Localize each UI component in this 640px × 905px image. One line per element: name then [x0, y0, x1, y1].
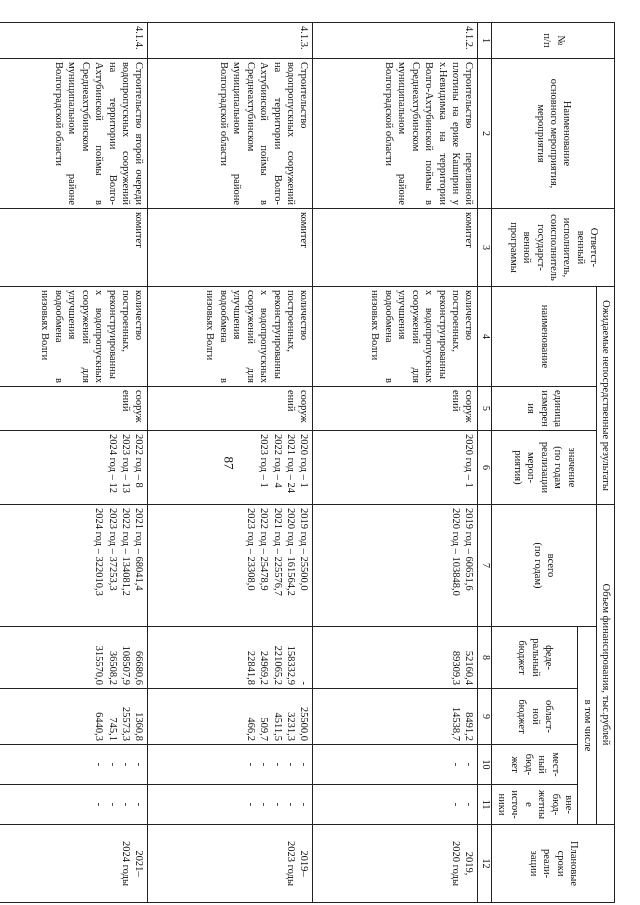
row-executor: комитет [313, 209, 478, 287]
col-number: 6 [478, 431, 492, 505]
header-name: Наименование основного мероприятия, мероприятия [492, 59, 615, 209]
program-table [0, 22, 615, 903]
header-res-name: наименование [492, 287, 596, 387]
header-fin-extra: вне- бюд- жетные источ- ники [492, 785, 578, 825]
column-numbers-row [478, 23, 492, 903]
header-num: № п/п [492, 23, 615, 59]
row-num: 4.1.3. [148, 23, 313, 59]
table-body [0, 23, 478, 903]
row-terms: 2019, 2020 годы [313, 825, 478, 903]
header-fin-incl: в том числе [578, 627, 596, 825]
row-unit: сооружений [148, 387, 313, 431]
row-totals: 2019 год – 60651,6 2020 год – 103848,0 [313, 505, 478, 627]
page-number: 87 [221, 456, 237, 470]
row-totals: 2021 год – 68041,4 2022 год – 134081,2 2023 год – 37253,3 2024 год – 322010,3 [0, 505, 148, 627]
row-result-name: количество построенных, реконструированных водопропускных сооружений для улучшения водообмена в низовьях Волги [148, 287, 313, 387]
col-number: 7 [478, 505, 492, 627]
col-number: 12 [478, 825, 492, 903]
row-totals: 2019 год – 25500,0 2020 год – 161564,2 2021 год – 225576,7 2022 год – 25478,9 2023 год – 23308,0 [148, 505, 313, 627]
row-terms: 2021– 2024 годы [0, 825, 148, 903]
header-fin-federal: феде- ральный бюджет [492, 627, 578, 689]
header-res-unit: единица измерения [492, 387, 596, 431]
row-local: - - - - [0, 745, 148, 785]
row-extra: - - - - [0, 785, 148, 825]
row-regional: 8491,2 14538,7 [313, 689, 478, 745]
row-local: - - - - - [148, 745, 313, 785]
row-unit: сооружений [313, 387, 478, 431]
row-executor: комитет [148, 209, 313, 287]
row-local: - - [313, 745, 478, 785]
row-name: Строительство переливной плотины на ерике Каширин у х.Невидимка на территории Волго-Ахтубинской поймы в Среднеахтубинском муниципальном районе Волгоградской области [313, 59, 478, 209]
table-row [313, 23, 478, 903]
row-federal: 52160,4 89309,3 [313, 627, 478, 689]
row-num: 4.1.2. [313, 23, 478, 59]
row-name: Строительство второй очереди водопропускных сооружений на территории Волго-Ахтубинской поймы в Среднеахтубинском муниципальном районе Волгоградской области [0, 59, 148, 209]
row-extra: - - [313, 785, 478, 825]
row-federal: - 158332,9 221065,2 24969,2 22841,8 [148, 627, 313, 689]
col-number: 4 [478, 287, 492, 387]
col-number: 10 [478, 745, 492, 785]
row-values: 2020 год – 1 2021 год – 24 2022 год – 4 2023 год – 1 [148, 431, 313, 505]
row-regional: 25500,0 3231,3 4511,5 509,7 466,2 [148, 689, 313, 745]
row-result-name: количество построенных, реконструированных водопропускных сооружений для улучшения водообмена в низовьях Волги [313, 287, 478, 387]
header-res-value: значение (по годам реализации мероп- риятия) [492, 431, 596, 505]
header-finance-group: Объем финансирования, тыс.рублей [596, 505, 614, 825]
header-fin-local: мест- ный бюд- жет [492, 745, 578, 785]
col-number: 1 [478, 23, 492, 59]
header-results-group: Ожидаемые непосредственные результаты [596, 287, 614, 505]
col-number: 3 [478, 209, 492, 287]
rotated-sheet [15, 22, 615, 902]
header-executor: Ответст- венный исполнитель, соисполнитель государст- венной программы [492, 209, 615, 287]
row-regional: 1360,8 25573,3 745,1 6440,3 [0, 689, 148, 745]
row-terms: 2019– 2023 годы [148, 825, 313, 903]
header-fin-regional: област- ной бюджет [492, 689, 578, 745]
table-row [0, 23, 148, 903]
row-executor: комитет [0, 209, 148, 287]
col-number: 8 [478, 627, 492, 689]
row-values: 2022 год – 8 2023 год – 13 2024 год – 12 [0, 431, 148, 505]
header-fin-total: всего (по годам) [492, 505, 596, 627]
row-federal: 66680,6 108507,9 36508,2 315570,0 [0, 627, 148, 689]
row-num: 4.1.4. [0, 23, 148, 59]
row-extra: - - - - - [148, 785, 313, 825]
row-unit: сооружений [0, 387, 148, 431]
table-row [148, 23, 313, 903]
col-number: 11 [478, 785, 492, 825]
row-values: 2020 год – 1 [313, 431, 478, 505]
col-number: 2 [478, 59, 492, 209]
col-number: 9 [478, 689, 492, 745]
row-result-name: количество построенных, реконструированных водопропускных сооружений для улучшения водообмена в низовьях Волги [0, 287, 148, 387]
row-name: Строительство водопропускных сооружений на территории Волго-Ахтубинской поймы в Среднеахтубинском муниципальном районе Волгоградской области [148, 59, 313, 209]
header-terms: Плановые сроки реали- зации [492, 825, 615, 903]
col-number: 5 [478, 387, 492, 431]
